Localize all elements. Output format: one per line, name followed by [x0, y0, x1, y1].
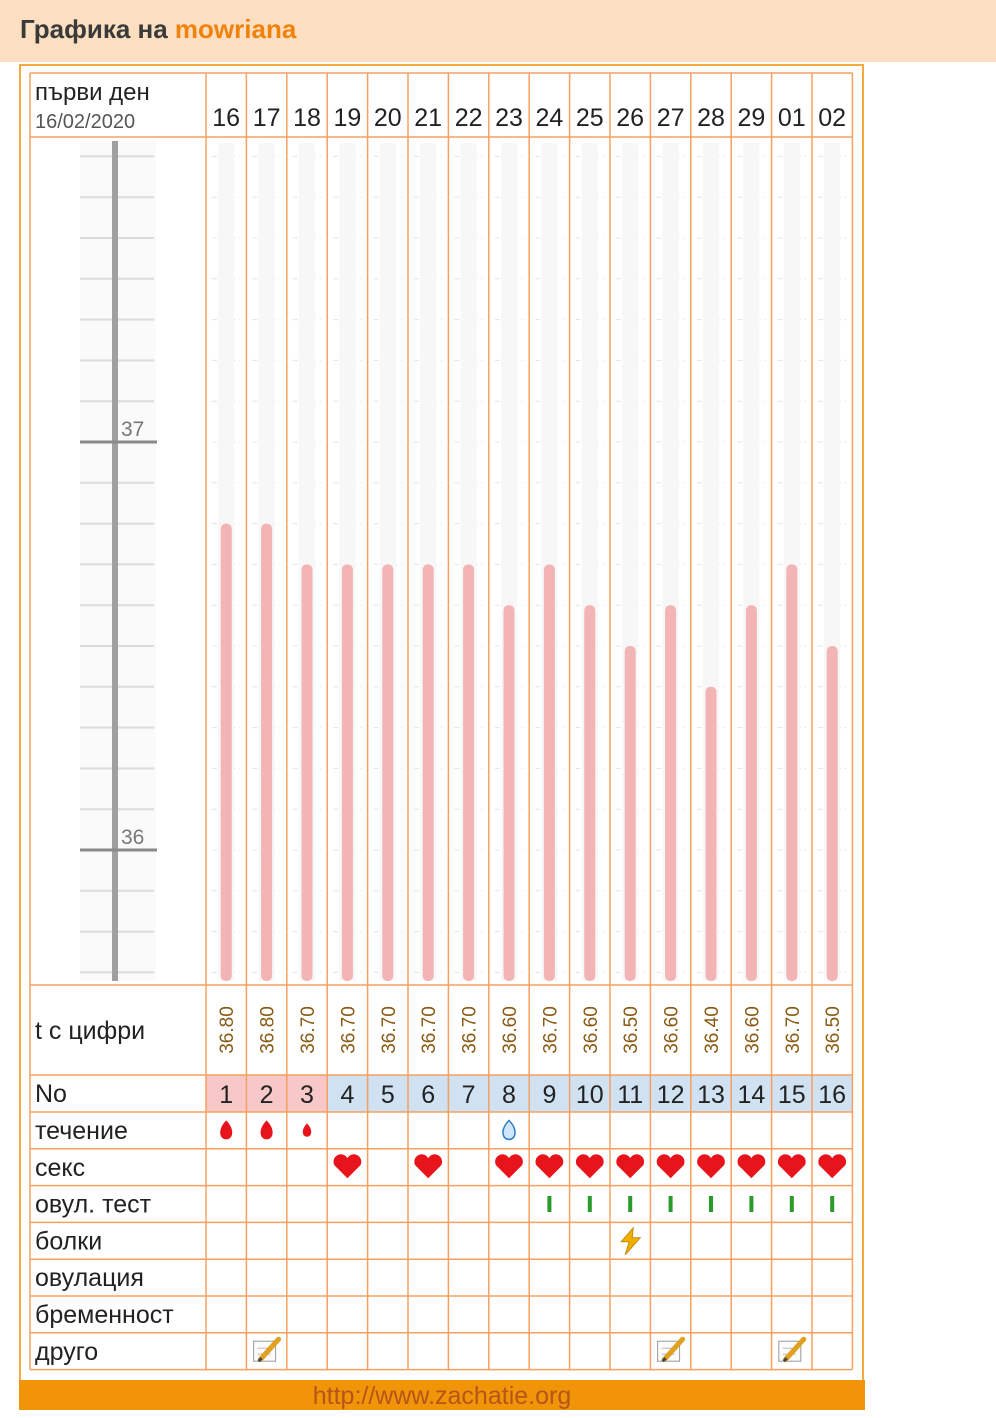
temp-value-label: 36.70: [540, 1006, 562, 1054]
cycle-day-label: 3: [300, 1081, 314, 1109]
date-label: 02: [818, 104, 847, 132]
temperature-bar: [504, 605, 515, 981]
small-blood-drop-icon: [303, 1123, 311, 1136]
negative-test-line-icon: [588, 1196, 592, 1212]
temp-row-label: t с цифри: [35, 1017, 146, 1045]
title-prefix: Графика на: [20, 14, 168, 44]
symptom-row-label: овул. тест: [35, 1190, 152, 1219]
temp-value-label: 36.80: [217, 1006, 239, 1054]
temp-value-label: 36.40: [702, 1006, 723, 1054]
cycle-day-label: 7: [461, 1081, 476, 1109]
temp-value-label: 36.70: [459, 1006, 481, 1054]
temperature-bar: [544, 564, 555, 981]
temp-value-label: 36.50: [621, 1006, 643, 1054]
y-tick-label: 37: [121, 418, 145, 441]
heart-icon: [738, 1154, 766, 1178]
first-day-label: първи ден: [35, 79, 150, 106]
temp-value-label: 36.60: [661, 1006, 683, 1054]
date-label: 17: [252, 104, 281, 132]
blood-drop-icon: [220, 1120, 232, 1139]
temp-value-label: 36.70: [338, 1006, 360, 1054]
cycle-day-label: 15: [777, 1081, 806, 1109]
temp-value-label: 36.60: [500, 1006, 521, 1054]
pencil-tip: [259, 1358, 262, 1361]
heart-icon: [576, 1154, 604, 1178]
temp-value-label: 36.60: [742, 1006, 764, 1054]
temp-value-label: 36.60: [580, 1006, 602, 1054]
temperature-bar: [382, 564, 393, 981]
date-label: 19: [333, 104, 362, 132]
cycle-day-label: 8: [502, 1081, 516, 1109]
negative-test-line-icon: [830, 1196, 834, 1212]
symptom-row-label: болки: [35, 1227, 103, 1256]
date-label: 01: [777, 104, 806, 132]
symptom-row-label: друго: [35, 1337, 99, 1366]
negative-test-line-icon: [669, 1196, 673, 1212]
cycle-day-label: 12: [656, 1081, 685, 1109]
symptom-row-label: течение: [35, 1117, 128, 1145]
date-label: 22: [454, 104, 483, 132]
temp-value-label: 36.50: [823, 1006, 845, 1054]
heart-icon: [616, 1154, 644, 1178]
cycle-day-label: 14: [737, 1081, 766, 1109]
negative-test-line-icon: [709, 1196, 713, 1212]
heart-icon: [778, 1154, 806, 1178]
date-label: 16: [212, 104, 241, 132]
first-day-date: 16/02/2020: [35, 111, 136, 133]
negative-test-line-icon: [790, 1196, 794, 1212]
temperature-bar: [665, 605, 676, 981]
note-pencil-icon[interactable]: [779, 1339, 804, 1361]
temperature-bar: [342, 564, 353, 981]
temperature-bar: [261, 524, 272, 981]
heart-icon: [334, 1154, 362, 1178]
heart-icon: [818, 1154, 846, 1178]
date-label: 25: [575, 104, 604, 132]
temperature-bar: [302, 564, 313, 981]
date-label: 18: [293, 104, 321, 132]
heart-icon: [697, 1154, 725, 1178]
date-label: 21: [414, 104, 443, 132]
temp-value-label: 36.70: [782, 1006, 804, 1054]
blood-drop-icon: [261, 1120, 273, 1139]
symptom-row-label: секс: [35, 1153, 86, 1182]
heart-icon: [495, 1154, 523, 1178]
cycle-day-label: 10: [575, 1081, 604, 1109]
temperature-bar: [423, 564, 434, 981]
cycle-day-label: 13: [697, 1081, 725, 1109]
cycle-day-label: 2: [259, 1081, 274, 1109]
cycle-day-label: 5: [380, 1081, 395, 1109]
cycle-day-label: 11: [617, 1081, 644, 1109]
temperature-bar: [625, 646, 636, 981]
date-label: 24: [535, 104, 564, 132]
date-label: 20: [373, 104, 402, 132]
date-label: 29: [737, 104, 766, 132]
temp-value-label: 36.70: [378, 1006, 400, 1054]
symptom-row-label: овулация: [35, 1264, 144, 1293]
cycle-day-label: 4: [340, 1081, 355, 1109]
temp-value-label: 36.80: [257, 1006, 279, 1054]
date-label: 23: [495, 104, 523, 132]
date-label: 28: [697, 104, 725, 132]
cycle-day-label: 16: [818, 1081, 847, 1109]
date-label: 27: [656, 104, 685, 132]
temperature-bar: [584, 605, 595, 981]
negative-test-line-icon: [749, 1196, 753, 1212]
no-row-label: No: [35, 1080, 67, 1108]
username-link[interactable]: mowriana: [174, 14, 297, 44]
date-label: 26: [616, 104, 645, 132]
temp-value-label: 36.70: [419, 1006, 441, 1054]
temperature-bar: [706, 687, 717, 981]
lightning-icon: [621, 1228, 640, 1255]
note-pencil-icon[interactable]: [254, 1339, 279, 1361]
temperature-bar: [463, 564, 474, 981]
temperature-bar: [827, 646, 838, 981]
cycle-day-label: 6: [421, 1081, 436, 1109]
cycle-day-label: 9: [542, 1081, 557, 1109]
negative-test-line-icon: [628, 1196, 632, 1212]
pencil-tip: [784, 1358, 787, 1361]
negative-test-line-icon: [547, 1196, 551, 1212]
temp-value-label: 36.70: [298, 1006, 319, 1054]
symptom-row-label: бременност: [35, 1301, 174, 1329]
cycle-day-label: 1: [219, 1081, 234, 1109]
note-pencil-icon[interactable]: [658, 1339, 683, 1361]
heart-icon: [536, 1154, 564, 1178]
y-tick-label: 36: [121, 826, 145, 849]
heart-icon: [657, 1154, 685, 1178]
pencil-tip: [663, 1358, 666, 1361]
temperature-bar: [221, 524, 232, 981]
temperature-bar: [746, 605, 757, 981]
footer-url-link[interactable]: http://www.zachatie.org: [312, 1382, 572, 1410]
water-drop-icon: [503, 1120, 515, 1139]
heart-icon: [414, 1154, 442, 1178]
temperature-bar: [786, 564, 797, 981]
